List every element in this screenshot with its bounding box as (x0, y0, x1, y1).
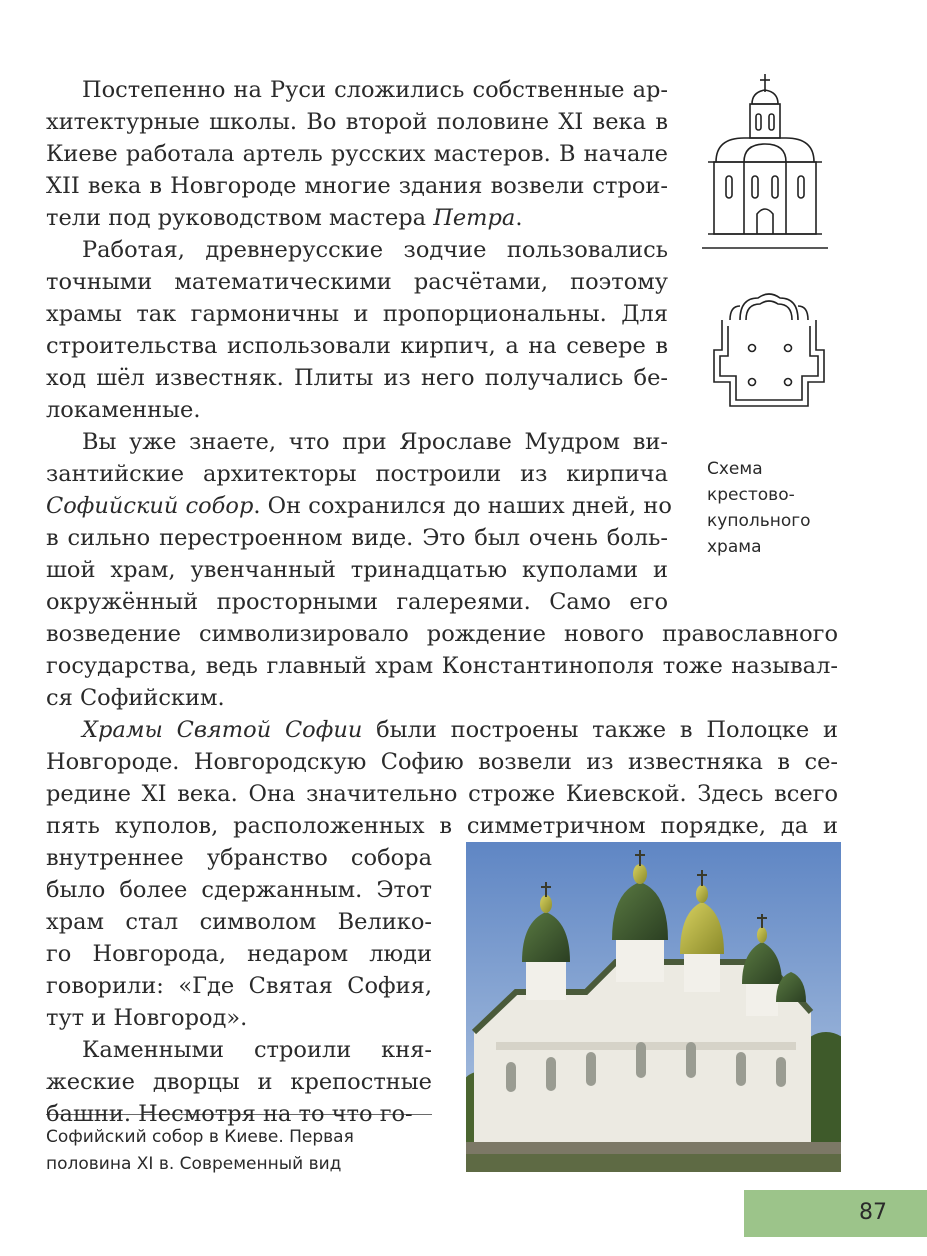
text-fragment: были построены также в Полоцке и (362, 717, 838, 743)
text-line: в сильно перестроенном виде. Это был очень боль- (46, 525, 668, 551)
photo-caption (46, 1124, 354, 1178)
text-line: редине XI века. Она значительно строже Киевской. Здесь всего (46, 781, 838, 807)
text-fragment: тели под руководством мастера (46, 205, 427, 231)
text-line: ход шёл известняк. Плиты из него получались бе- (46, 365, 668, 391)
text-fragment: . (515, 205, 523, 231)
cathedral-photo (466, 842, 841, 1172)
text-line: зантийские архитекторы построили из кирпича (46, 461, 668, 487)
text-line: тут и Новгород». (46, 1005, 248, 1031)
text-line: ся Софийским. (46, 685, 225, 711)
caption-line: крестово- (707, 485, 795, 505)
text-line: локаменные. (46, 397, 201, 423)
text-line: хитектурные школы. Во второй половине XI века в (46, 109, 668, 135)
scheme-caption (707, 456, 811, 560)
text-line: храмы так гармоничны и пропорциональны. Для (46, 301, 668, 327)
text-line: XII века в Новгороде многие здания возвели строи- (46, 173, 668, 199)
caption-line: Схема (707, 459, 763, 479)
text-line (82, 714, 838, 747)
text-line: жеские дворцы и крепостные (46, 1069, 432, 1095)
text-line: было более сдержанным. Этот (46, 877, 432, 903)
text-line: Киеве работала артель русских мастеров. В начале (46, 141, 668, 167)
master-name: Петра (433, 205, 516, 231)
caption-line: половина XI в. Современный вид (46, 1154, 342, 1174)
page-number: 87 (859, 1200, 887, 1225)
text-line: государства, ведь главный храм Константинополя тоже называл- (46, 653, 838, 679)
text-line: пять куполов, расположенных в симметричном порядке, да и (46, 813, 838, 839)
text-line: Постепенно на Руси сложились собственные ар- (82, 77, 668, 103)
text-line: Каменными строили кня- (82, 1037, 432, 1063)
church-plan-icon (702, 290, 836, 424)
text-line (46, 490, 672, 523)
text-line: го Новгорода, недаром люди (46, 941, 432, 967)
text-line: храм стал символом Велико- (46, 909, 432, 935)
text-line: Новгороде. Новгородскую Софию возвели из известняка в се- (46, 749, 838, 775)
text-line: внутреннее убранство собора (46, 845, 432, 871)
text-line: Вы уже знаете, что при Ярославе Мудром ви- (82, 429, 668, 455)
church-drawing-icon (700, 72, 830, 254)
text-line: возведение символизировало рождение нового православного (46, 621, 838, 647)
text-line: точными математическими расчётами, поэтому (46, 269, 668, 295)
caption-line: Софийский собор в Киеве. Первая (46, 1127, 354, 1147)
text-line: говорили: «Где Святая София, (46, 973, 432, 999)
text-line: башни. Несмотря на то что го- (46, 1101, 413, 1127)
text-line: Работая, древнерусские зодчие пользовались (82, 237, 668, 263)
caption-line: купольного (707, 511, 811, 531)
term-sophia-churches: Храмы Святой Софии (82, 717, 363, 743)
text-line (46, 202, 668, 235)
text-line: строительства использовали кирпич, а на севере в (46, 333, 668, 359)
caption-line: храма (707, 537, 762, 557)
text-line: окружённый просторными галереями. Само его (46, 589, 668, 615)
page-number-tab (744, 1190, 927, 1237)
term-sophia-cathedral: Софийский собор (46, 493, 254, 519)
text-fragment: . Он сохранился до наших дней, но (253, 493, 672, 519)
text-line: шой храм, увенчанный тринадцатью куполами и (46, 557, 668, 583)
